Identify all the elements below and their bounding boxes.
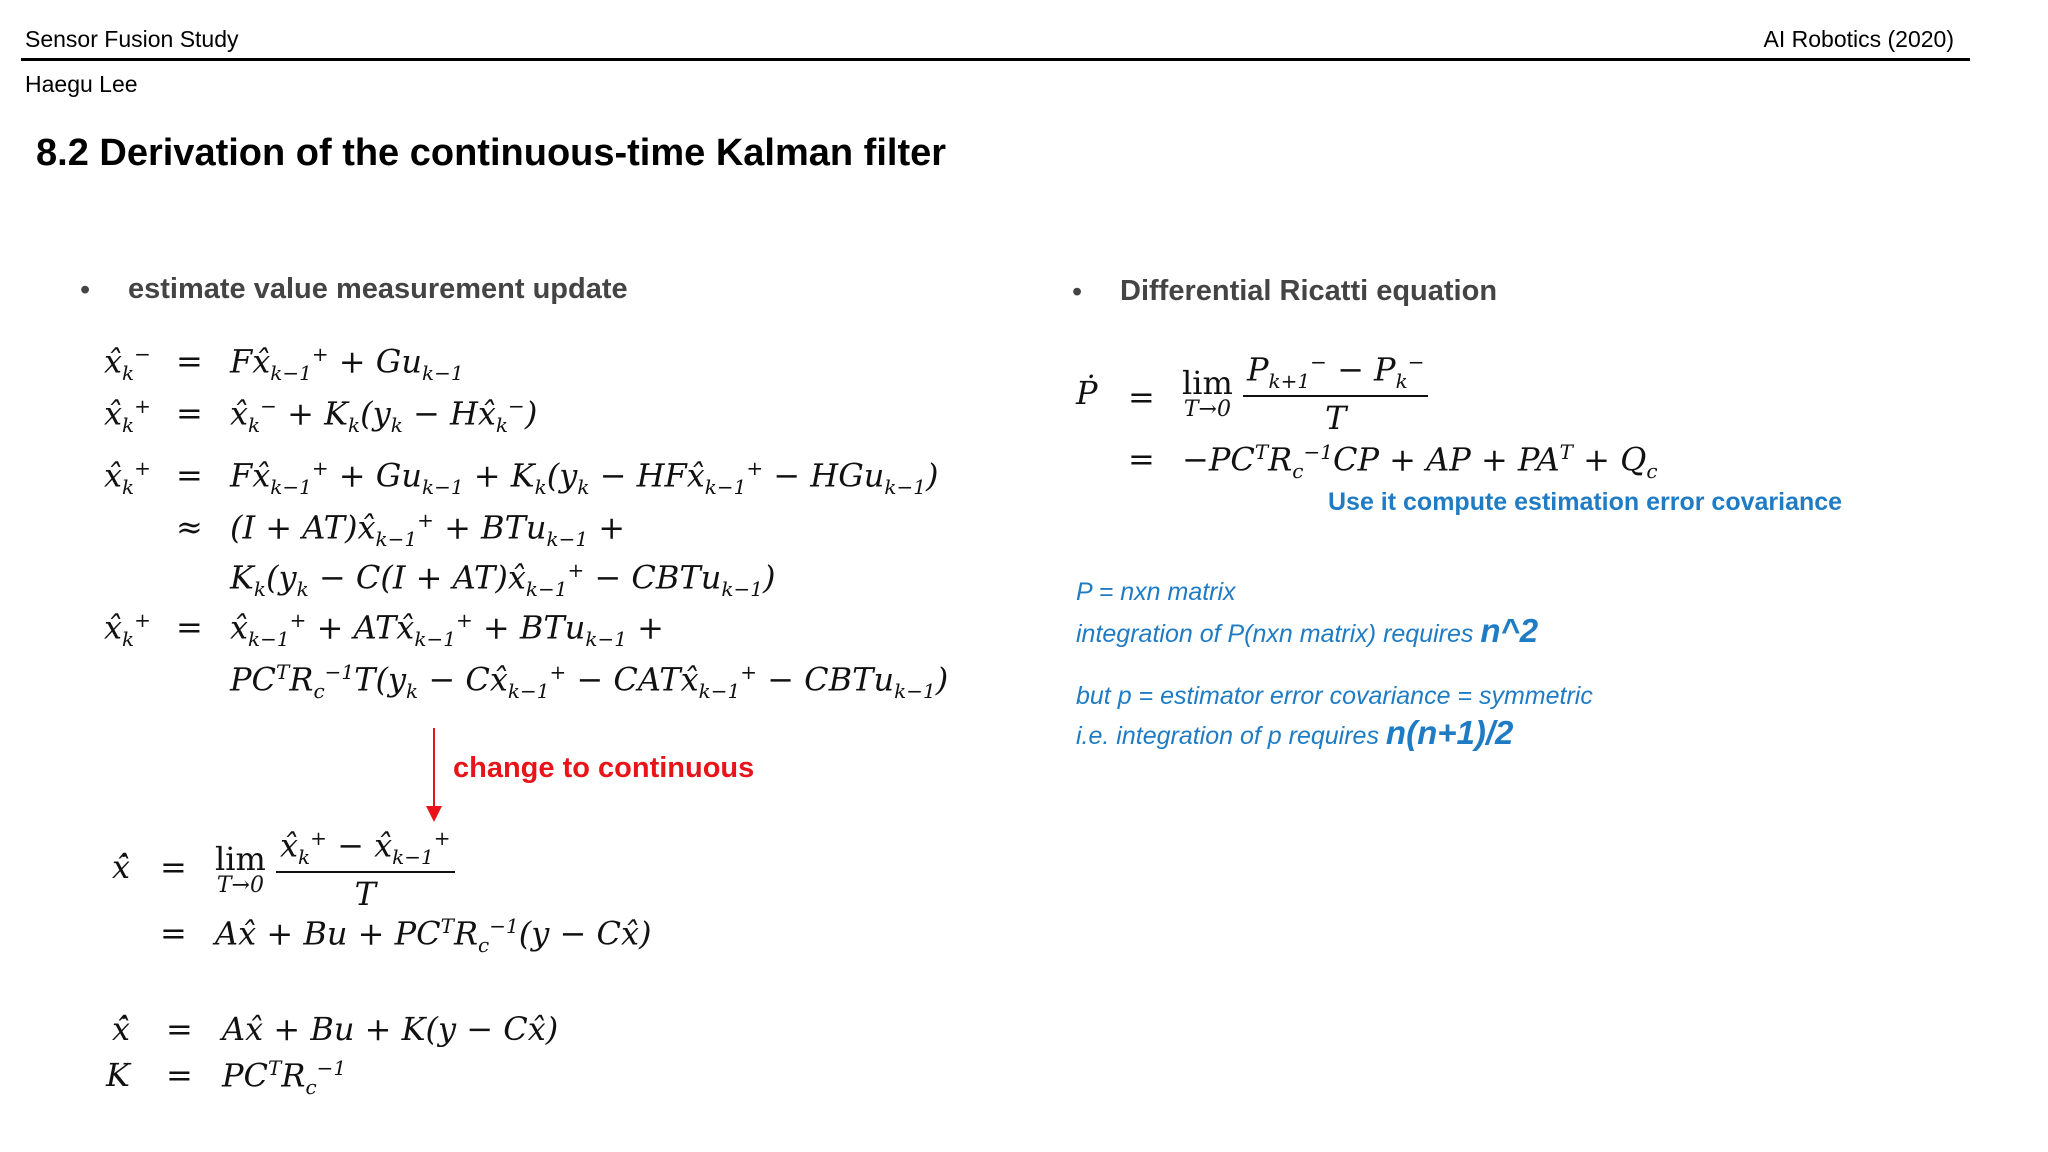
eq-approx-rhs1: $(I + AT)x̂_{k-1}^+ + BTu_{k-1}$ +	[230, 508, 626, 552]
matrix-line: P = nxn matrix	[1076, 578, 1236, 606]
eq-final-rhs2: $PC^TR_c^{-1}T(y_k$ − $Cx̂_{k-1}^+$ − $CATx̂_{k-1}^+$ − CBTu$_{k-1}$)	[230, 660, 949, 704]
eq-approx-rhs2: $K_k(y_k - C(I$ + $AT)x̂_{k-1}^+$ − CBTu$_{k-1}$)	[230, 558, 776, 602]
eq-sign: =	[176, 342, 203, 380]
eq-xdot-lhs: x̂̇	[112, 848, 131, 886]
eq-pdot-rhs: $-PC^TR_c^{-1}CP$ + AP + $PA^T + Q_c$	[1182, 440, 1658, 484]
eq-prior-rhs: $Fx̂_{k-1}^+ + Gu_{k-1}$	[230, 342, 464, 386]
integration-line: integration of P(nxn matrix) requires n^2	[1076, 612, 1539, 649]
eq-sign: =	[166, 1010, 193, 1048]
integration-symmetric-line: i.e. integration of p requires n(n+1)/2	[1076, 714, 1514, 751]
header-right: AI Robotics (2020)	[1763, 26, 1954, 52]
covariance-note: Use it compute estimation error covariance	[1328, 488, 1843, 516]
eq-sign: =	[160, 914, 187, 952]
eq-gain-lhs: K	[106, 1056, 130, 1094]
eq-sign: =	[176, 608, 203, 646]
eq-approx-sign: ≈	[176, 508, 203, 546]
eq-final-rhs1: $x̂_{k-1}^+$ + $ATx̂_{k-1}^+ + BTu_{k-1}$ +	[230, 608, 664, 652]
header-left: Sensor Fusion Study	[25, 26, 239, 52]
eq-sign: =	[176, 394, 203, 432]
eq-final-lhs: $x̂_k^+$	[104, 608, 151, 652]
eq-prior-estimate: $x̂_k^-$	[104, 342, 151, 386]
eq-xdot-rhs: Ax̂ + $Bu + PC^TR_c^{-1}(y$ − Cx̂)	[215, 914, 652, 958]
eq-sign: =	[176, 456, 203, 494]
symmetric-line: but p = estimator error covariance = symmetric	[1076, 682, 1593, 710]
right-bullet-heading: Differential Ricatti equation	[1120, 275, 1498, 307]
eq-post-estimate: $x̂_k^+$	[104, 394, 151, 438]
continuous-arrow-head	[426, 806, 442, 822]
eq-xdot2-lhs: x̂̇	[112, 1010, 131, 1048]
bullet-dot-left: •	[80, 274, 91, 306]
eq-sign: =	[1128, 440, 1155, 478]
page-title: 8.2 Derivation of the continuous-time Kalman filter	[36, 132, 947, 174]
left-bullet-heading: estimate value measurement update	[128, 273, 628, 305]
eq-pdot-limit: lim T→0 $\frac{P_{k+1}^- - P_k^-}{T}$	[1182, 350, 1428, 437]
eq-xdot2-rhs: Ax̂ + Bu + K(y − Cx̂)	[222, 1010, 559, 1048]
eq-combined-rhs: $Fx̂_{k-1}^+ + Gu_{k-1} + K_k(y_k$ − $HFx̂_{k-1}^+ - HGu_{k-1}$)	[230, 456, 939, 500]
eq-sign: =	[166, 1056, 193, 1094]
continuous-arrow-line	[433, 728, 435, 808]
eq-sign: =	[160, 848, 187, 886]
bullet-dot-right: •	[1072, 276, 1083, 308]
change-to-continuous-label: change to continuous	[453, 752, 755, 784]
eq-combined-lhs: $x̂_k^+$	[104, 456, 151, 500]
eq-sign: =	[1128, 378, 1155, 416]
author: Haegu Lee	[25, 71, 138, 97]
eq-xdot-limit: lim T→0 $\frac{x̂_k^+ - x̂_{k-1}^+}{T}$	[215, 826, 455, 913]
eq-pdot-lhs: Ṗ	[1076, 374, 1098, 412]
eq-post-rhs: $x̂_k^- + K_k(y_k$ − $Hx̂_k^-$)	[230, 394, 538, 438]
eq-gain-rhs: $PC^TR_c^{-1}$	[222, 1056, 347, 1100]
header-rule	[21, 58, 1970, 61]
